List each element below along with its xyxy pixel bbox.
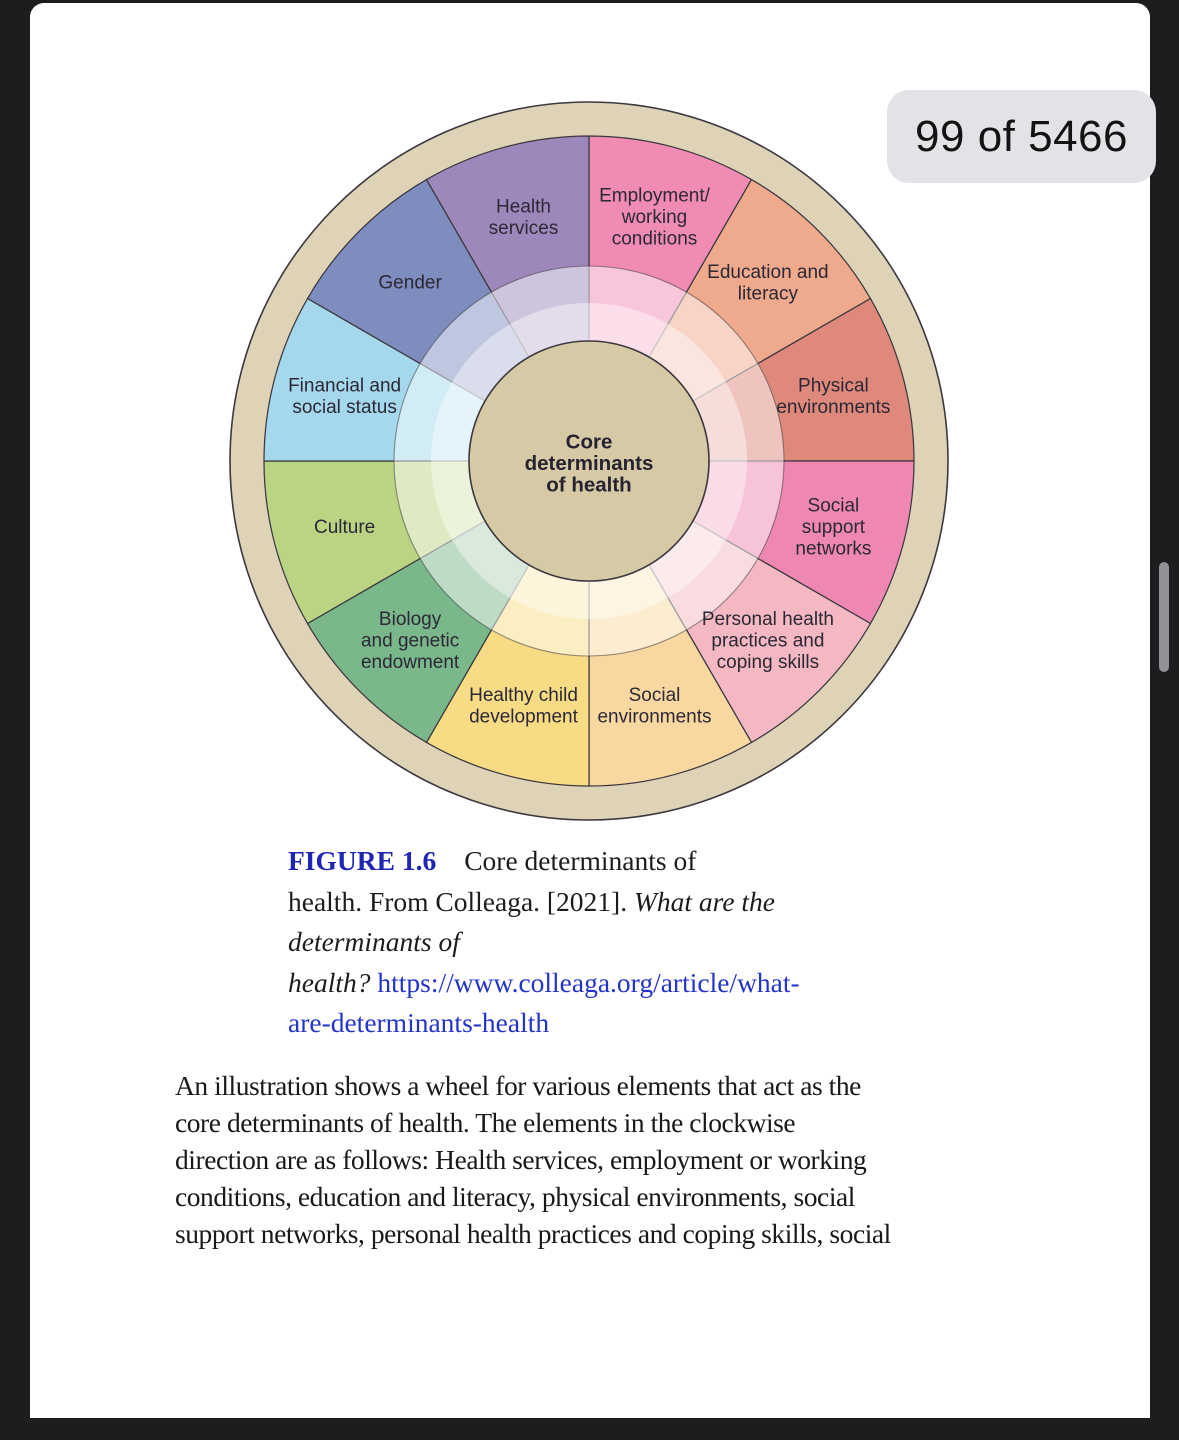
figure-number: FIGURE 1.6: [288, 845, 437, 876]
svg-text:Biologyand geneticendowment: Biology and genetic endowment: [360, 609, 460, 673]
svg-text:Education andliteracy: Education and literacy: [707, 262, 829, 305]
description-line: An illustration shows a wheel for various elements that act as the: [175, 1070, 861, 1101]
svg-text:Culture: Culture: [313, 517, 376, 539]
svg-text:Gender: Gender: [378, 272, 442, 294]
svg-text:Financial andsocial status: Financial and social status: [288, 375, 402, 418]
svg-text:Coredeterminantsof health: Core determinants of health: [524, 430, 654, 497]
description-line: support networks, personal health practices and coping skills, social: [175, 1218, 891, 1249]
svg-text:Physicalenvironments: Physical environments: [776, 375, 891, 418]
caption-link[interactable]: https://www.colleaga.org/article/what-: [377, 966, 800, 998]
determinants-wheel-diagram: [219, 91, 959, 831]
figure-caption: [288, 841, 948, 1044]
description-line: conditions, education and literacy, physical environments, social: [175, 1181, 855, 1212]
scrollbar-thumb[interactable]: [1159, 562, 1169, 672]
reading-page: [30, 3, 1150, 1418]
caption-link[interactable]: are-determinants-health: [288, 1007, 550, 1038]
figure-description: [175, 1067, 1075, 1252]
svg-text:Socialenvironments: Social environments: [597, 685, 712, 728]
svg-text:Personal healthpractices andco: Personal health practices and coping skills: [701, 609, 834, 673]
caption-text: Core determinants of: [464, 845, 697, 876]
caption-text: health. From Colleaga. [2021].: [288, 885, 634, 917]
page-indicator-text: 99 of 5466: [915, 111, 1128, 161]
svg-text:Healthservices: Health services: [488, 196, 559, 239]
svg-text:Employment/workingconditions: Employment/ working conditions: [599, 185, 710, 250]
svg-text:Healthy childdevelopment: Healthy child development: [469, 685, 578, 728]
description-line: core determinants of health. The elements in the clockwise: [175, 1107, 796, 1138]
description-line: direction are as follows: Health services, employment or working: [175, 1144, 867, 1175]
caption-source-title: What are the: [633, 885, 776, 917]
caption-source-title: determinants of: [288, 926, 460, 957]
caption-source-title: health?: [288, 966, 378, 998]
svg-text:Socialsupportnetworks: Social support networks: [795, 495, 872, 560]
